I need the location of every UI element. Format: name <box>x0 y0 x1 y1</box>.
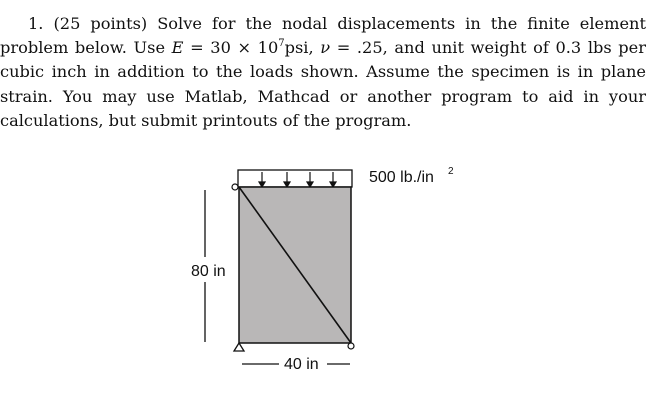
width-label: 40 in <box>284 356 319 373</box>
line2-text-b: = 30 × 10 <box>183 38 279 58</box>
problem-line-4: strain. You may use Matlab, Mathcad or another program to aid in your <box>0 86 646 106</box>
line2-text-c: psi, <box>284 38 321 58</box>
problem-line-1: 1. (25 points) Solve for the nodal displacements in the finite element <box>28 14 646 33</box>
load-label-exponent: 2 <box>448 166 454 177</box>
roller-support-top-left <box>232 184 238 190</box>
symbol-nu: ν <box>320 38 331 58</box>
height-label: 80 in <box>191 263 226 280</box>
pin-support-bottom-left <box>234 343 244 351</box>
problem-line-5: calculations, but submit printouts of the program. <box>0 110 412 130</box>
roller-support-bottom-right <box>348 343 354 349</box>
line2-text-d: = .25, and unit weight of 0.3 lbs per <box>330 38 646 58</box>
load-label: 500 lb./in <box>369 169 434 186</box>
line2-text-a: problem below. Use <box>0 38 172 58</box>
exponent-7: 7 <box>278 38 285 50</box>
problem-line-3: cubic inch in addition to the loads shown. Assume the specimen is in plane <box>0 62 646 82</box>
symbol-E: E <box>171 38 184 58</box>
